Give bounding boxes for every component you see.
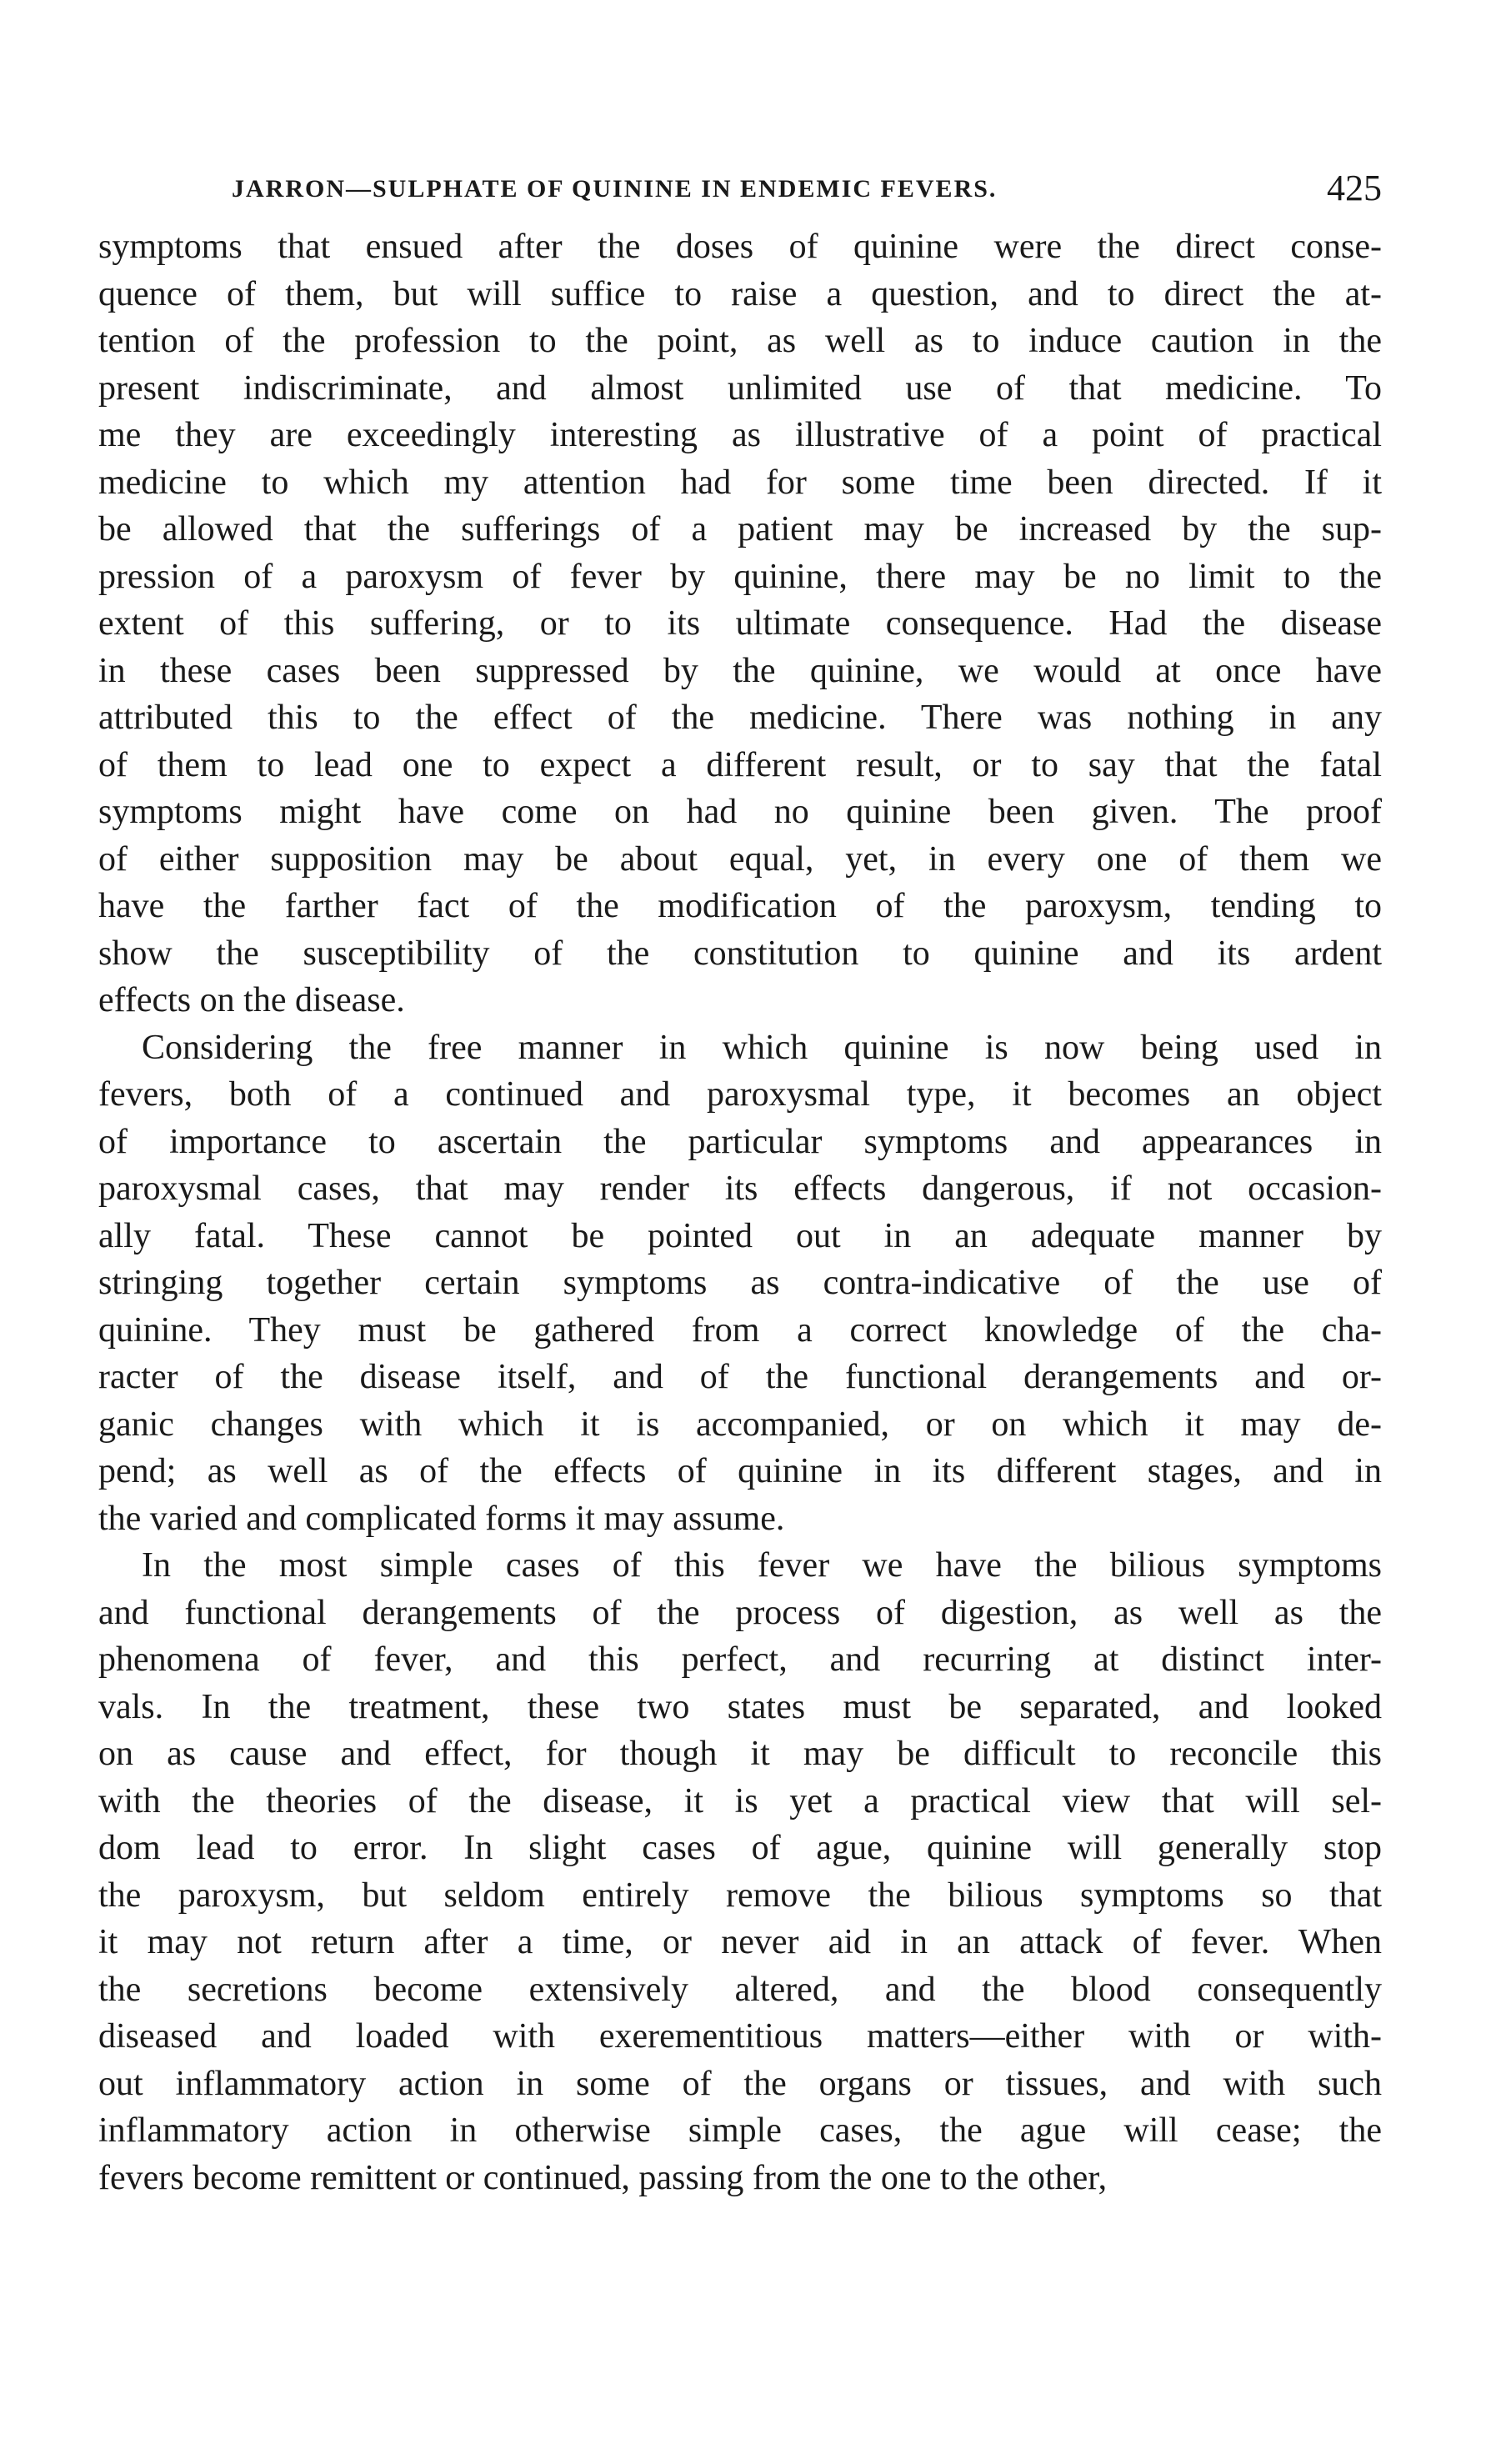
text-line: paroxysmal cases, that may render its effects dangerous, if not occasion-	[98, 1169, 1382, 1208]
text-line: vals. In the treatment, these two states must be separated, and looked	[98, 1687, 1382, 1726]
text-line: Considering the free manner in which quinine is now being used in	[142, 1028, 1382, 1067]
text-line: the varied and complicated forms it may assume.	[98, 1499, 785, 1538]
text-line: the paroxysm, but seldom entirely remove the bilious symptoms so that	[98, 1876, 1382, 1915]
text-line: and functional derangements of the process of digestion, as well as the	[98, 1593, 1382, 1632]
text-line: racter of the disease itself, and of the functional derangements and or-	[98, 1358, 1382, 1396]
text-line: symptoms that ensued after the doses of quinine were the direct conse-	[98, 228, 1382, 266]
text-line: fevers, both of a continued and paroxysmal type, it becomes an object	[98, 1075, 1382, 1114]
text-line: be allowed that the sufferings of a patient may be increased by the sup-	[98, 510, 1382, 548]
text-line: ganic changes with which it is accompanied, or on which it may de-	[98, 1405, 1382, 1444]
page-number: 425	[1327, 168, 1382, 208]
text-line: diseased and loaded with exerementitious matters—either with or with-	[98, 2017, 1382, 2056]
text-line: phenomena of fever, and this perfect, and recurring at distinct inter-	[98, 1640, 1382, 1679]
text-line: in these cases been suppressed by the quinine, we would at once have	[98, 651, 1382, 690]
text-line: stringing together certain symptoms as contra-indicative of the use of	[98, 1264, 1382, 1302]
text-line: quinine. They must be gathered from a correct knowledge of the cha-	[98, 1310, 1382, 1350]
text-line: of them to lead one to expect a different result, or to say that the fatal	[98, 745, 1382, 784]
paragraph	[98, 1542, 1382, 2201]
text-line: me they are exceedingly interesting as illustrative of a point of practical	[98, 416, 1382, 454]
text-line: medicine to which my attention had for some time been directed. If it	[98, 463, 1382, 502]
text-line: inflammatory action in otherwise simple cases, the ague will cease; the	[98, 2111, 1382, 2150]
paragraph	[98, 1024, 1382, 1543]
text-line: dom lead to error. In slight cases of ague, quinine will generally stop	[98, 1829, 1382, 1867]
body-text	[98, 223, 1382, 2201]
text-line: extent of this suffering, or to its ultimate consequence. Had the disease	[98, 604, 1382, 643]
running-title: JARRON—SULPHATE OF QUININE IN ENDEMIC FEVERS.	[232, 175, 998, 203]
text-line: show the susceptibility of the constitution to quinine and its ardent	[98, 934, 1382, 973]
text-line: pend; as well as of the effects of quinine in its different stages, and in	[98, 1452, 1382, 1490]
text-line: of either supposition may be about equal, yet, in every one of them we	[98, 839, 1382, 879]
paragraph	[98, 223, 1382, 1024]
text-line: ally fatal. These cannot be pointed out in an adequate manner by	[98, 1216, 1382, 1255]
running-head	[98, 167, 1382, 217]
text-line: pression of a paroxysm of fever by quinine, there may be no limit to the	[98, 557, 1382, 596]
text-line: present indiscriminate, and almost unlimited use of that medicine. To	[98, 368, 1382, 408]
text-line: quence of them, but will suffice to raise a question, and to direct the at-	[98, 274, 1382, 313]
text-line: the secretions become extensively altered, and the blood consequently	[98, 1970, 1382, 2009]
text-line: In the most simple cases of this fever we have the bilious symptoms	[142, 1546, 1382, 1585]
text-line: of importance to ascertain the particular symptoms and appearances in	[98, 1122, 1382, 1161]
text-line: out inflammatory action in some of the organs or tissues, and with such	[98, 2064, 1382, 2103]
text-line: tention of the profession to the point, as well as to induce caution in the	[98, 322, 1382, 360]
text-line: effects on the disease.	[98, 981, 405, 1019]
text-line: on as cause and effect, for though it may be difficult to reconcile this	[98, 1735, 1382, 1773]
text-line: it may not return after a time, or never aid in an attack of fever. When	[98, 1923, 1382, 1961]
text-line: have the farther fact of the modification of the paroxysm, tending to	[98, 887, 1382, 925]
text-line: fevers become remittent or continued, passing from the one to the other,	[98, 2158, 1108, 2197]
text-line: with the theories of the disease, it is yet a practical view that will sel-	[98, 1781, 1382, 1820]
text-line: attributed this to the effect of the medicine. There was nothing in any	[98, 699, 1382, 737]
text-line: symptoms might have come on had no quinine been given. The proof	[98, 793, 1382, 831]
